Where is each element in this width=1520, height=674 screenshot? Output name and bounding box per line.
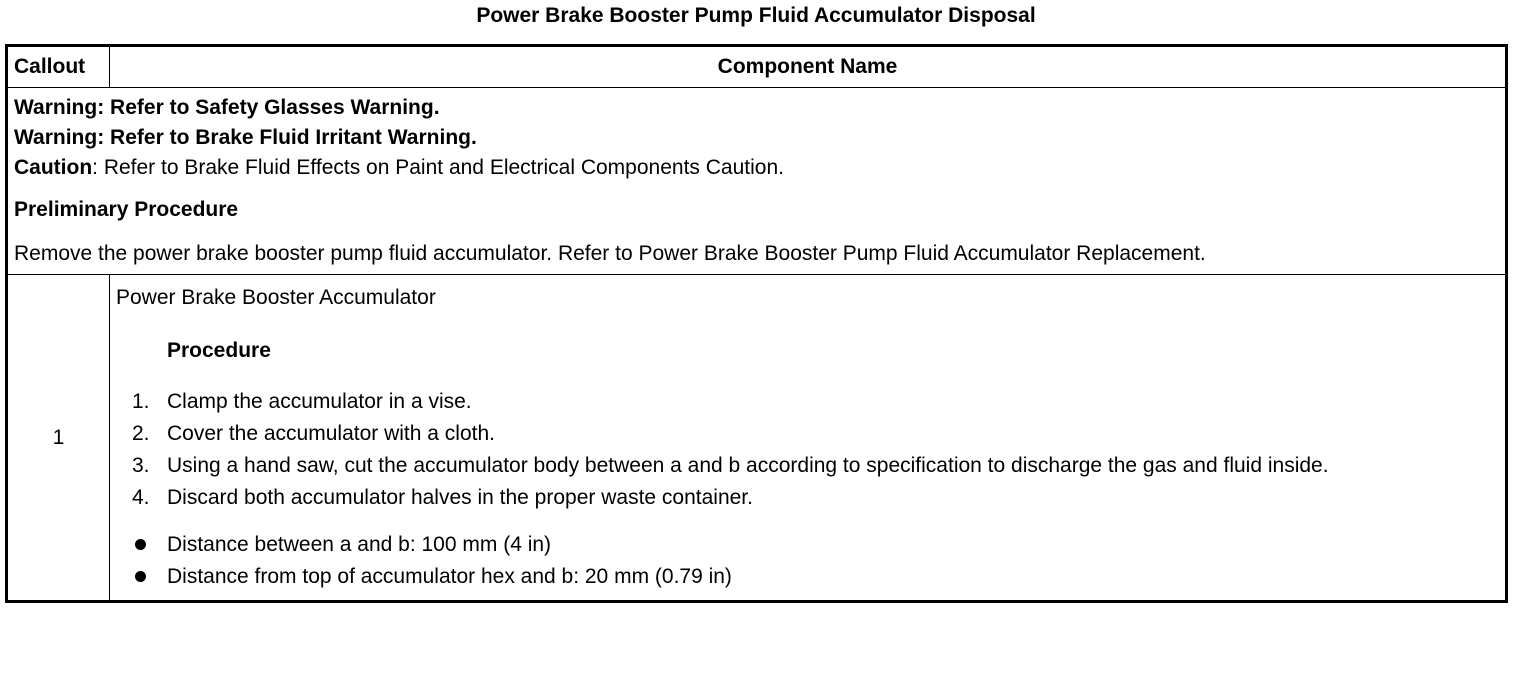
- preliminary-text: Remove the power brake booster pump fluid accumulator. Refer to Power Brake Booster Pump Fluid Accumulator Replacement.: [14, 242, 1206, 265]
- procedure-table: [5, 44, 1508, 603]
- step-number: 2.: [132, 422, 150, 445]
- callout-number: 1: [7, 275, 110, 602]
- specification-list: [116, 530, 1499, 591]
- specification-text: Distance between a and b: 100 mm (4 in): [167, 533, 552, 556]
- table-row: [7, 275, 1507, 602]
- procedure-step: [116, 483, 1499, 512]
- step-text: Clamp the accumulator in a vise.: [167, 390, 472, 413]
- bullet-icon: [135, 539, 146, 550]
- warning-brake-fluid: [14, 123, 1499, 153]
- step-text: Discard both accumulator halves in the proper waste container.: [167, 486, 753, 509]
- warning-text: : Refer to Brake Fluid Irritant Warning.: [97, 126, 477, 149]
- table-header-row: [7, 46, 1507, 88]
- caution-paint: [14, 153, 1499, 183]
- step-text: Using a hand saw, cut the accumulator body between a and b according to specification to discharge the gas and fluid inside.: [167, 454, 1329, 477]
- step-number: 3.: [132, 454, 150, 477]
- specification-item: [116, 530, 1499, 559]
- warning-label: Warning: [14, 96, 98, 119]
- caution-label: Caution: [14, 156, 93, 179]
- page-title: Power Brake Booster Pump Fluid Accumulator Disposal: [476, 4, 1036, 27]
- procedure-step: [116, 419, 1499, 448]
- preliminary-heading: Preliminary Procedure: [14, 198, 239, 221]
- procedure-heading: Procedure: [167, 339, 271, 362]
- intro-row: [7, 88, 1507, 275]
- procedure-steps: [116, 387, 1499, 512]
- column-header-component-name: Component Name: [110, 46, 1507, 88]
- step-number: 4.: [132, 486, 150, 509]
- component-cell: [110, 275, 1507, 602]
- specification-item: [116, 562, 1499, 591]
- caution-text: : Refer to Brake Fluid Effects on Paint and Electrical Components Caution.: [92, 156, 784, 179]
- procedure-step: [116, 451, 1499, 480]
- procedure-step: [116, 387, 1499, 416]
- warning-label: Warning: [14, 126, 98, 149]
- column-header-callout: Callout: [7, 46, 110, 88]
- bullet-icon: [135, 571, 146, 582]
- warning-safety-glasses: [14, 93, 1499, 123]
- intro-cell: [7, 88, 1507, 275]
- warning-text: : Refer to Safety Glasses Warning.: [97, 96, 440, 119]
- component-name: Power Brake Booster Accumulator: [116, 286, 436, 309]
- step-number: 1.: [132, 390, 150, 413]
- specification-text: Distance from top of accumulator hex and b: 20 mm (0.79 in): [167, 565, 732, 588]
- step-text: Cover the accumulator with a cloth.: [167, 422, 495, 445]
